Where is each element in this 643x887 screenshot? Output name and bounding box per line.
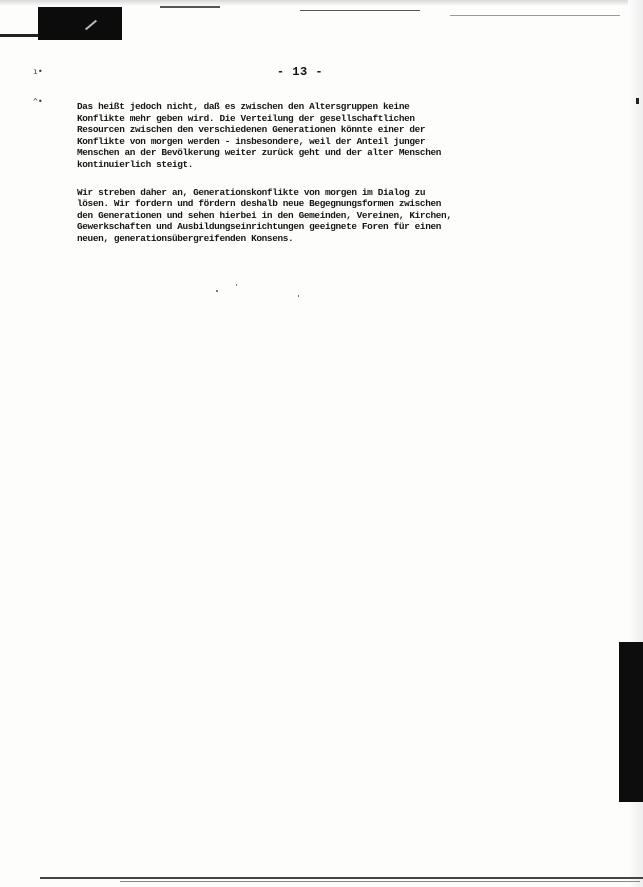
text-line: Gewerkschaften und Ausbildungseinrichtungen geeignete Foren für einen bbox=[77, 221, 442, 233]
scan-speck bbox=[298, 295, 299, 297]
scan-mark-top-left bbox=[0, 34, 38, 37]
text-line: Konflikte von morgen werden - insbesondere, weil der Anteil junger bbox=[77, 135, 426, 147]
text-line: den Generationen und sehen hierbei in den Gemeinden, Vereinen, Kirchen, bbox=[77, 209, 452, 221]
text-line: kontinuierlich steigt. bbox=[77, 158, 194, 170]
document-body bbox=[77, 101, 517, 261]
paragraph bbox=[77, 187, 517, 245]
text-line: neuen, generationsübergreifenden Konsens. bbox=[77, 232, 294, 244]
text-line: Wir streben daher an, Generationskonflikte von morgen im Dialog zu bbox=[77, 186, 426, 198]
margin-mark: ı• bbox=[33, 67, 43, 76]
scan-speck bbox=[450, 15, 620, 16]
scan-black-block bbox=[38, 7, 122, 40]
text-line: Resourcen zwischen den verschiedenen Generationen könnte einer der bbox=[77, 124, 426, 136]
scan-edge-top bbox=[0, 0, 643, 6]
scan-black-bar-right bbox=[619, 642, 643, 802]
scan-speck bbox=[236, 284, 237, 286]
scan-speck bbox=[160, 6, 220, 8]
scan-mark-right bbox=[636, 98, 639, 104]
scan-edge-bottom bbox=[40, 877, 643, 879]
paragraph bbox=[77, 101, 517, 171]
scan-speck bbox=[300, 10, 420, 11]
page-number: - 13 - bbox=[276, 65, 324, 79]
margin-mark: ^• bbox=[33, 97, 43, 106]
text-line: Das heißt jedoch nicht, daß es zwischen den Altersgruppen keine bbox=[77, 101, 410, 112]
scan-speck bbox=[216, 290, 218, 292]
text-line: Menschen an der Bevölkerung weiter zurück geht und der alter Menschen bbox=[77, 147, 442, 159]
scan-edge-bottom bbox=[120, 881, 640, 882]
text-line: Konflikte mehr geben wird. Die Verteilung der gesellschaftlichen bbox=[77, 112, 415, 124]
text-line: lösen. Wir fordern und fördern deshalb neue Begegnungsformen zwischen bbox=[77, 198, 442, 210]
